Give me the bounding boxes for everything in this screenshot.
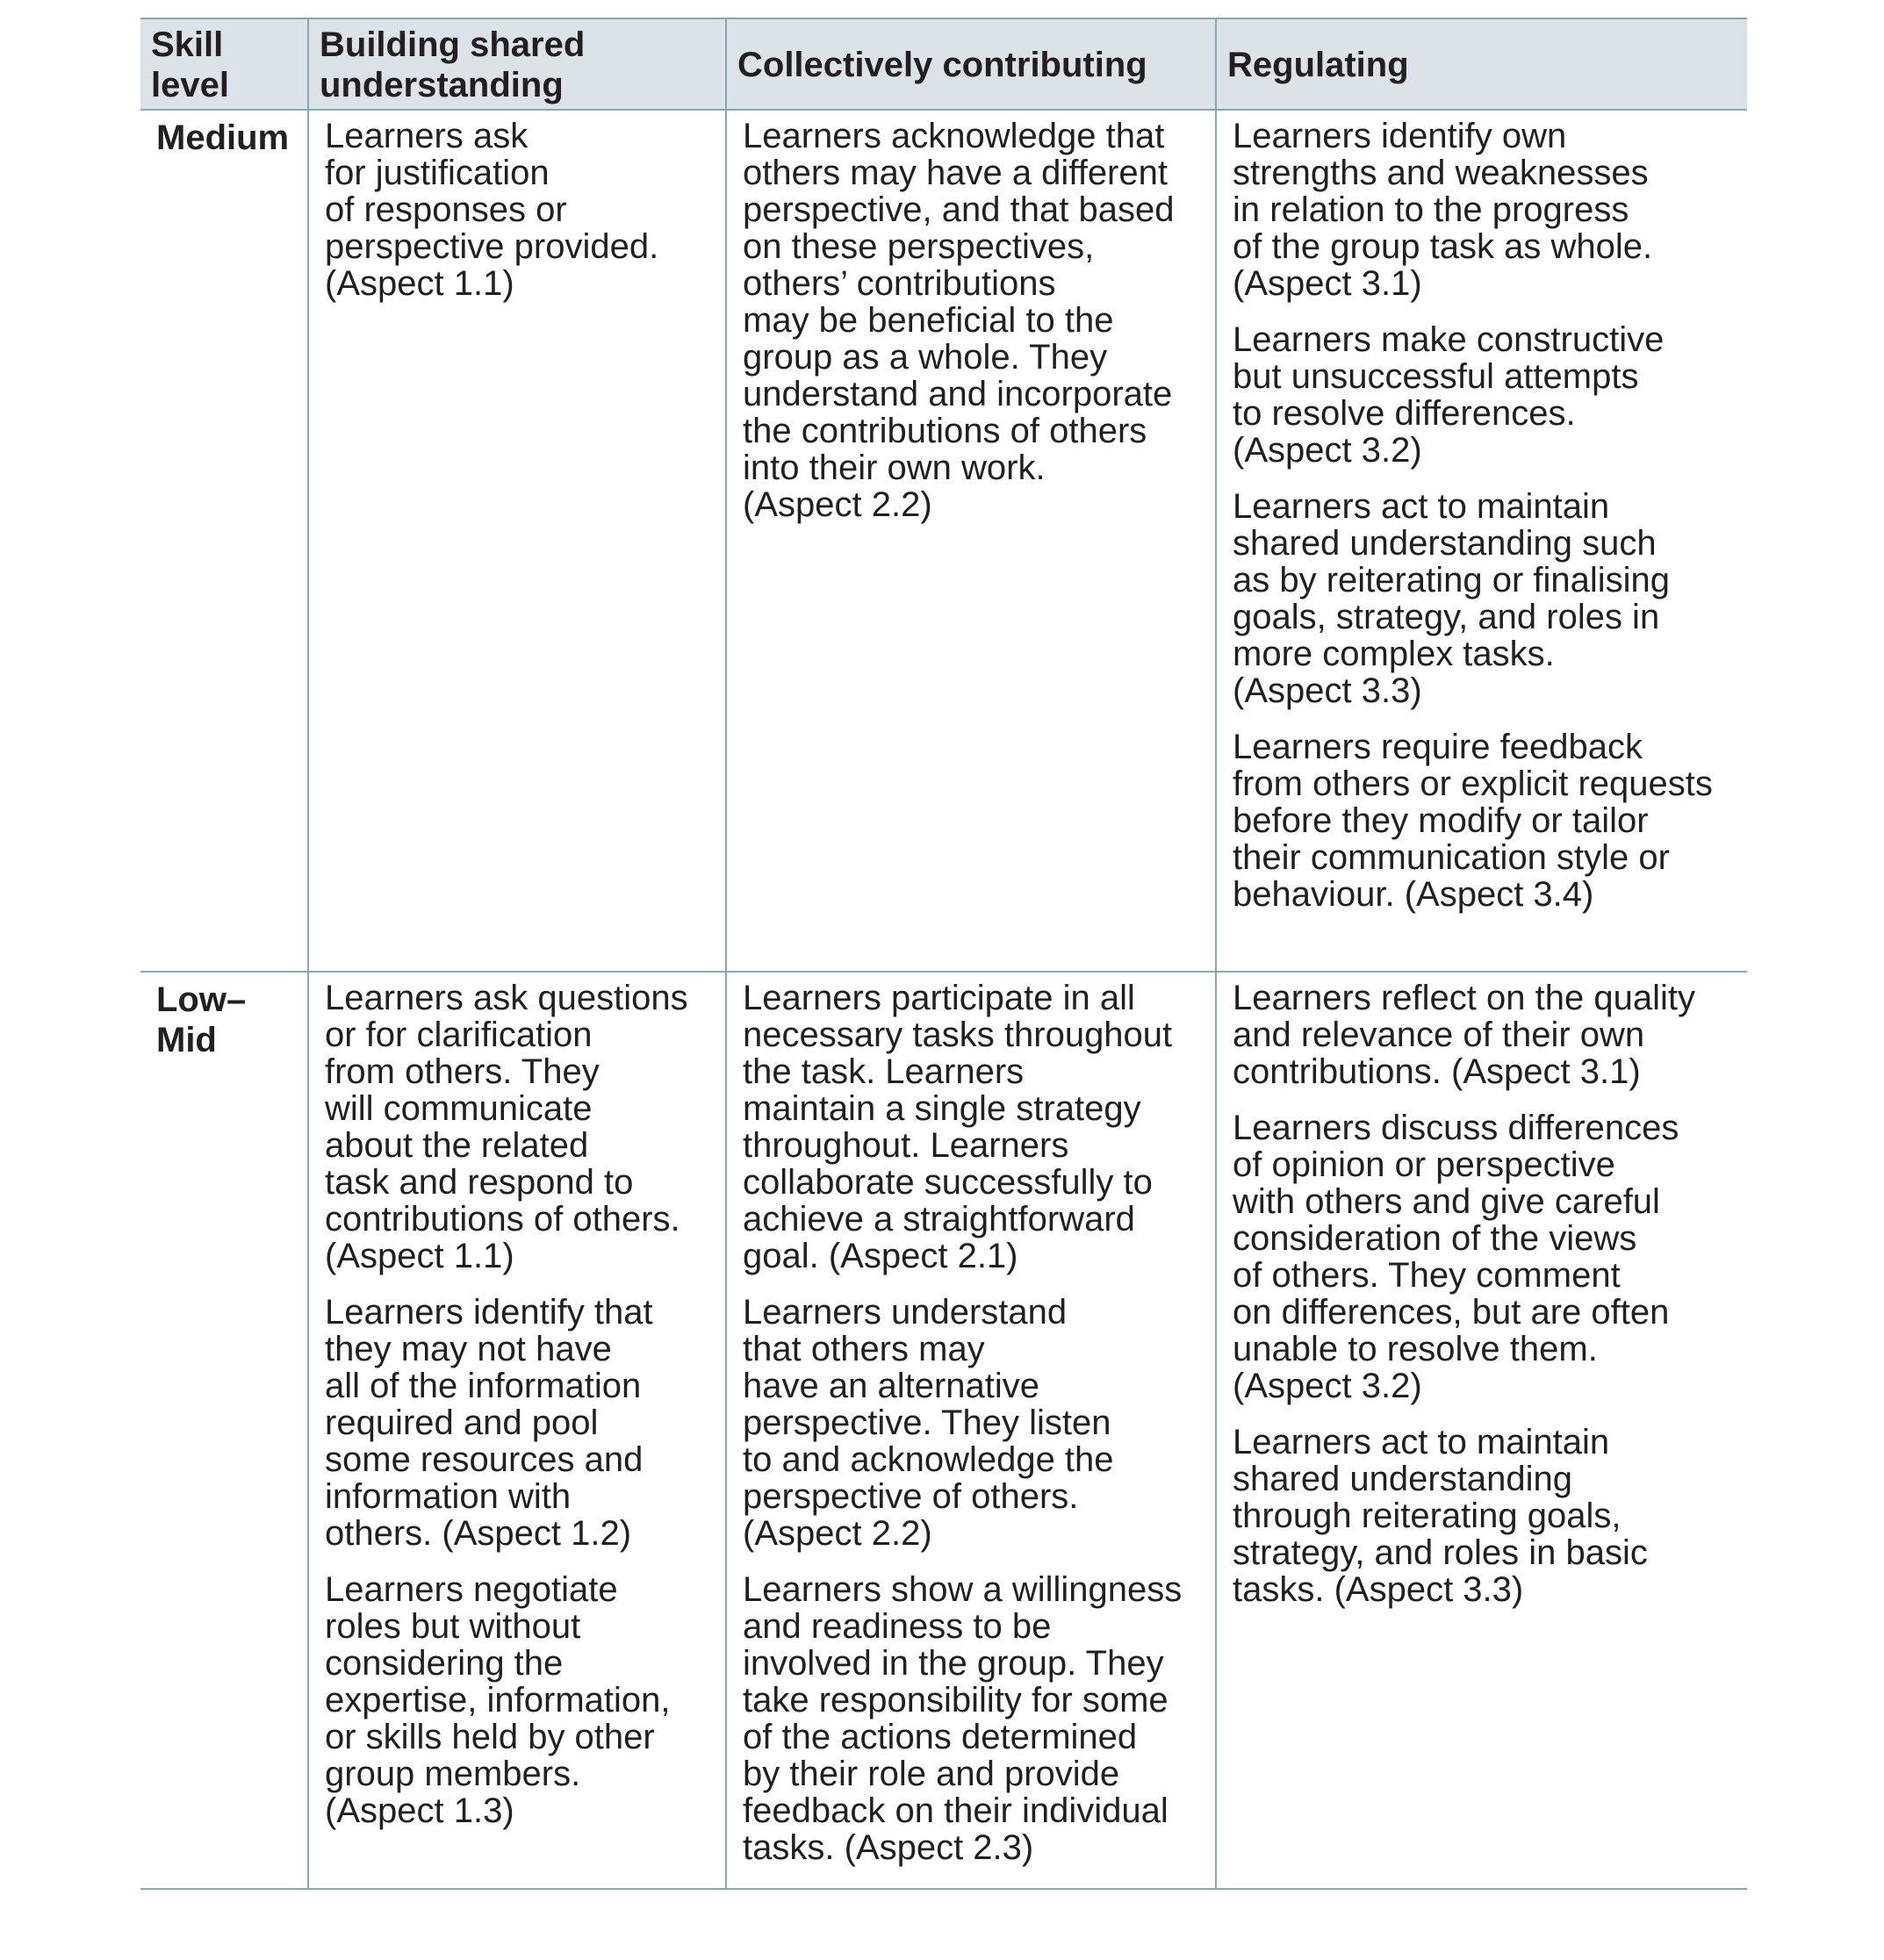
descriptor-text: Learners act to maintain shared understanding through reiterating goals, strategy, and roles in basic tasks. (Aspect 3.3) [1233, 1423, 1648, 1609]
rubric-table-container [140, 18, 1747, 1890]
building-cell [308, 110, 726, 972]
descriptor-text: Learners show a willingness and readiness to be involved in the group. They take responsibility for some of the actions determined by their role and provide feedback on their individual tasks. (Aspect 2.3) [743, 1570, 1183, 1867]
header-row [140, 18, 1747, 110]
header-collectively-contributing: Collectively contributing [726, 18, 1216, 110]
contributing-cell [726, 110, 1216, 972]
descriptor-text: Learners discuss differences of opinion or perspective with others and give careful consideration of the views of others. They comment on differences, but are often unable to resolve them. (Aspect 3.2) [1233, 1109, 1679, 1405]
descriptor-text: Learners ask questions or for clarification from others. They will communicate about the related task and respond to contributions of others. (Aspect 1.1) [325, 979, 688, 1275]
descriptor-text: Learners negotiate roles but without considering the expertise, information, or skills held by other group members. (Aspect 1.3) [325, 1570, 671, 1830]
descriptor-text: Learners require feedback from others or explicit requests before they modify or tailor their communication style or behaviour. (Aspect 3.4) [1233, 728, 1713, 914]
header-building-shared-understanding: Building shared understanding [308, 18, 726, 110]
descriptor-text: Learners identify that they may not have all of the information required and pool some resources and information with others. (Aspect 1.2) [325, 1293, 653, 1553]
table-row-medium [140, 110, 1747, 972]
header-skill-level: Skill level [140, 18, 308, 110]
descriptor-text: Learners reflect on the quality and relevance of their own contributions. (Aspect 3.1) [1233, 979, 1695, 1091]
table-header [140, 18, 1747, 110]
rubric-table [140, 18, 1747, 1890]
header-regulating: Regulating [1216, 18, 1747, 110]
descriptor-text: Learners acknowledge that others may have a different perspective, and that based on these perspectives, others’ contributions may be beneficial to the group as a whole. They understand and incorporate the contributions of others into their own work. (Aspect 2.2) [743, 117, 1175, 524]
skill-level-cell: Medium [140, 110, 308, 972]
descriptor-text: Learners participate in all necessary tasks throughout the task. Learners maintain a single strategy throughout. Learners collaborate successfully to achieve a straightforward goal. (Aspect 2.1) [743, 979, 1173, 1275]
descriptor-text: Learners understand that others may have an alternative perspective. They listen to and acknowledge the perspective of others. (Aspect 2.2) [743, 1293, 1114, 1553]
building-cell [308, 972, 726, 1889]
descriptor-text: Learners ask for justification of responses or perspective provided. (Aspect 1.1) [325, 117, 659, 303]
descriptor-text: Learners act to maintain shared understanding such as by reiterating or finalising goals, strategy, and roles in more complex tasks. (Aspect 3.3) [1233, 487, 1671, 710]
skill-level-cell: Low– Mid [140, 972, 308, 1889]
regulating-cell [1216, 110, 1747, 972]
table-body [140, 110, 1747, 1889]
descriptor-text: Learners identify own strengths and weaknesses in relation to the progress of the group task as whole. (Aspect 3.1) [1233, 117, 1653, 303]
descriptor-text: Learners make constructive but unsuccessful attempts to resolve differences. (Aspect 3.2) [1233, 320, 1665, 470]
table-row-low-mid [140, 972, 1747, 1889]
regulating-cell [1216, 972, 1747, 1889]
contributing-cell [726, 972, 1216, 1889]
